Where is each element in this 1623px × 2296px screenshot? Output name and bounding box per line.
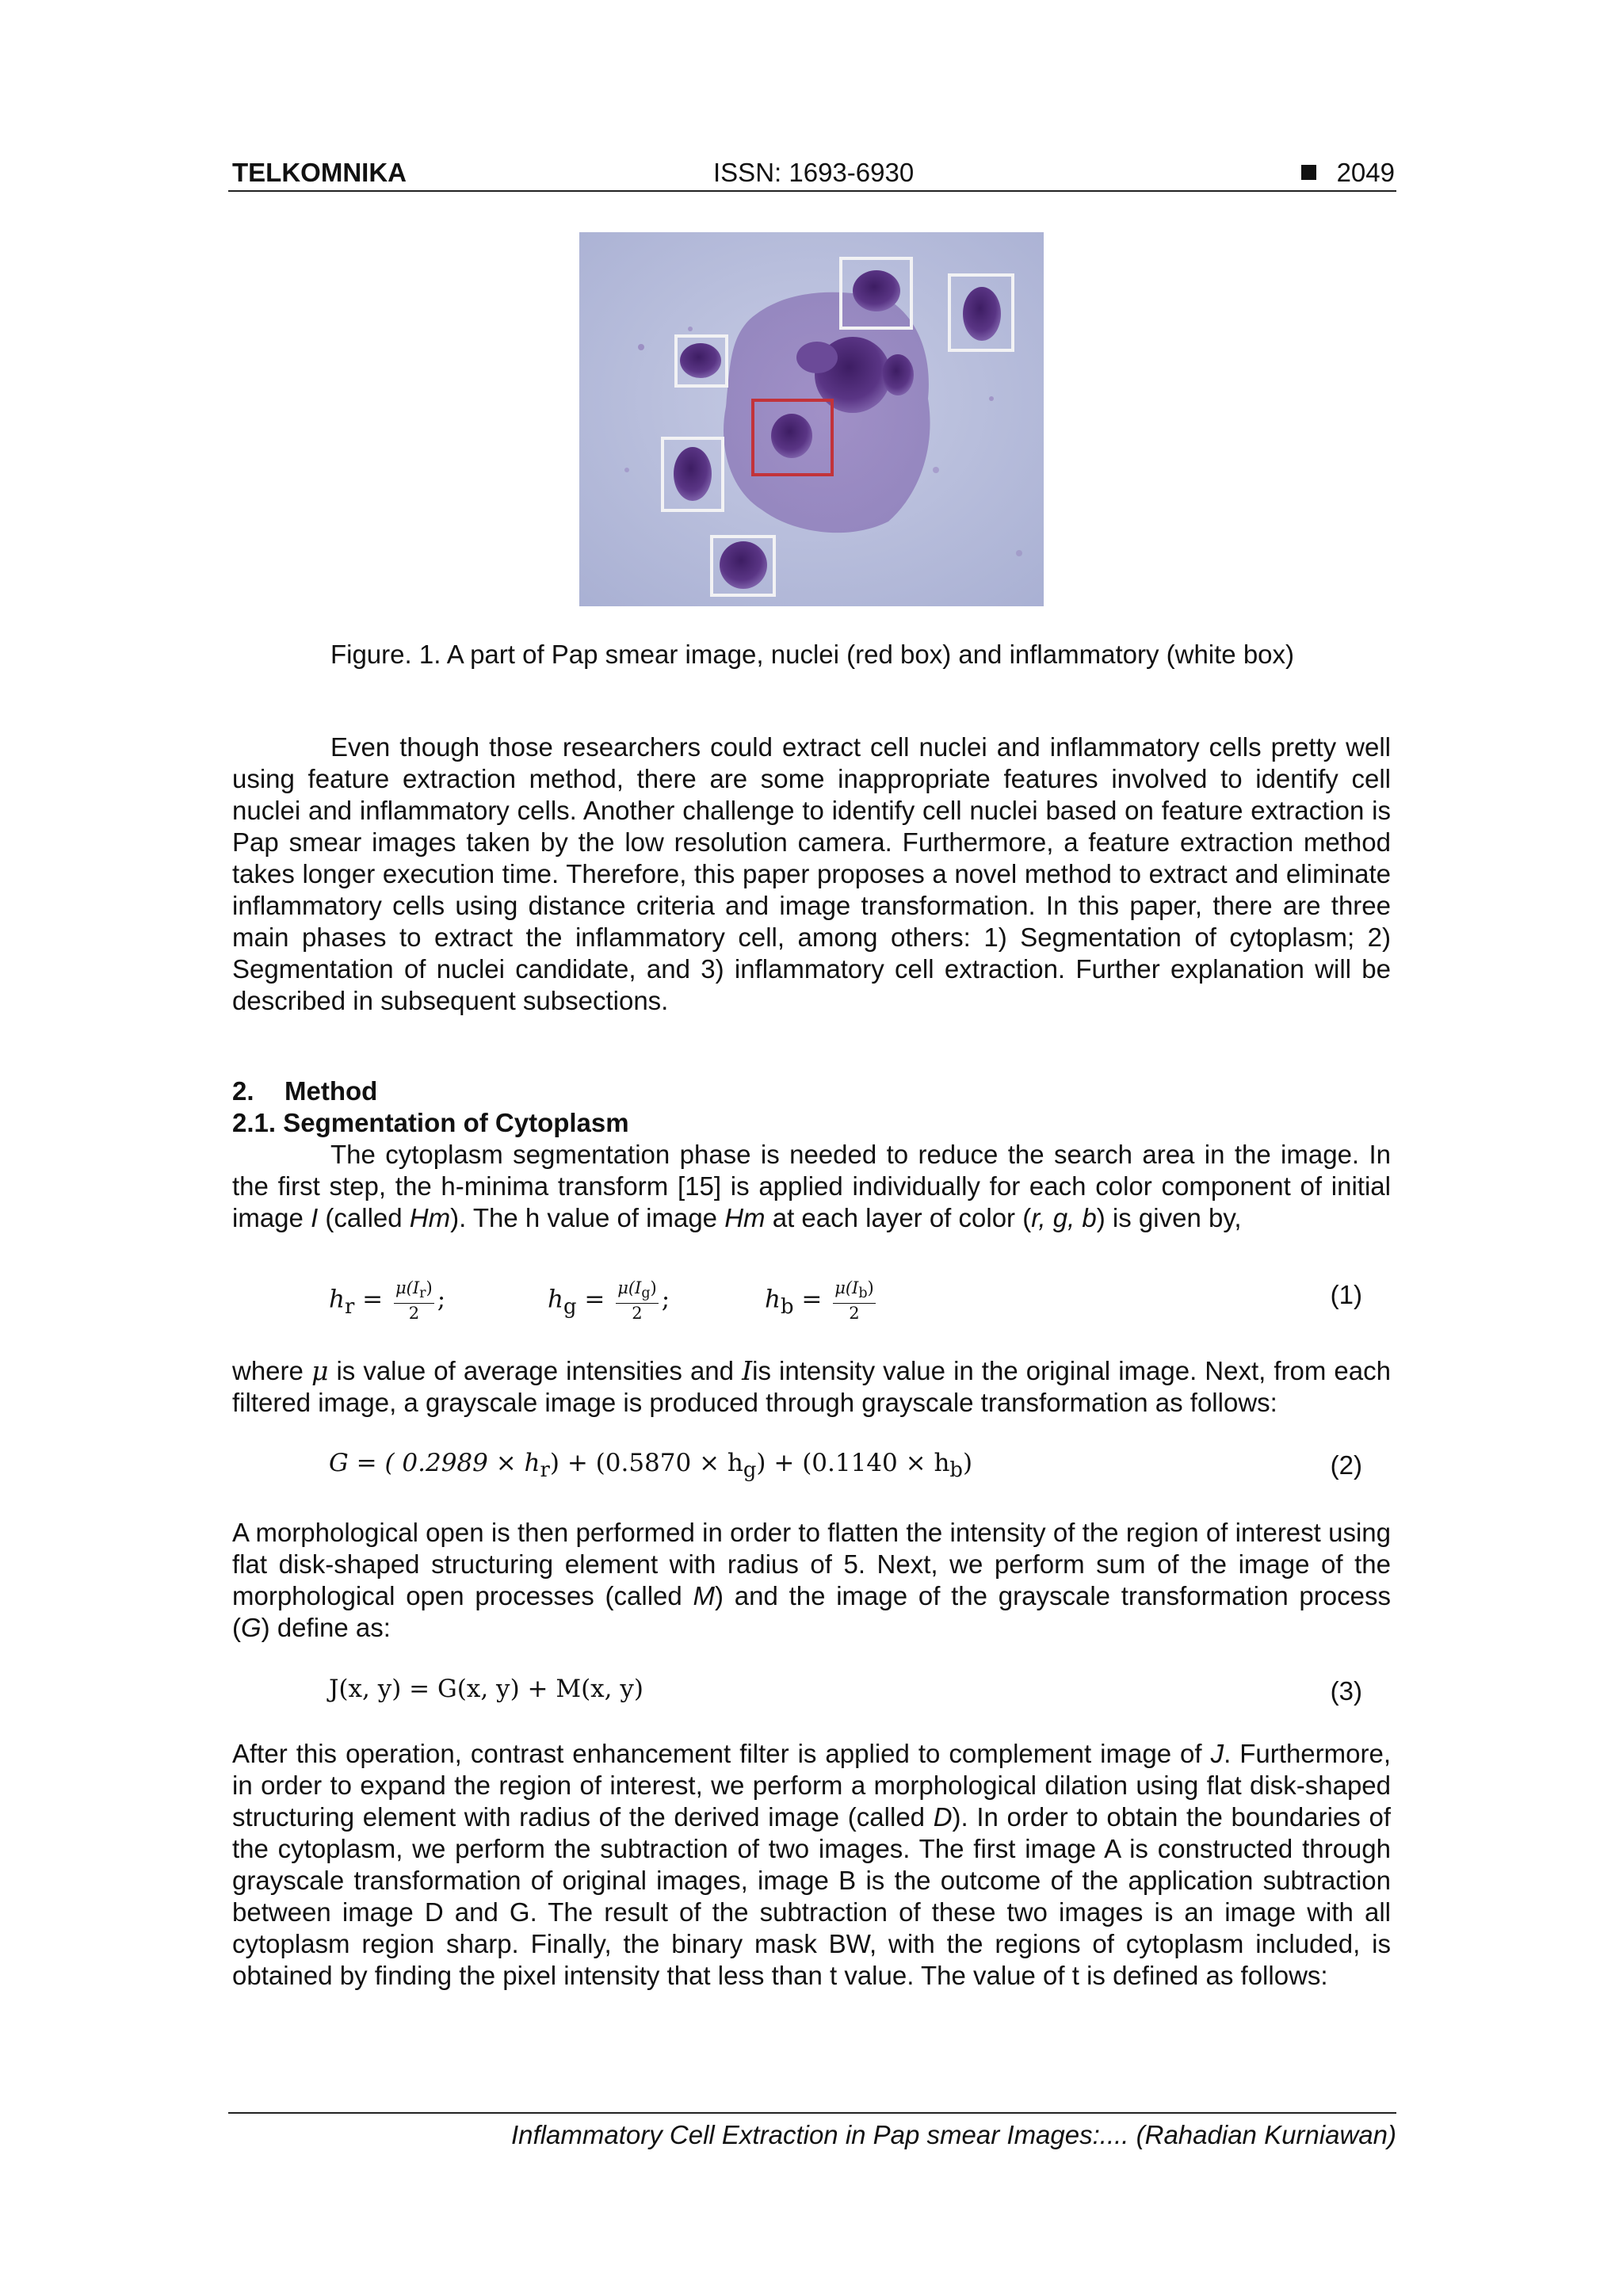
paragraph-contrast-enhancement: After this operation, contrast enhancement filter is applied to complement image of J. Furthermore, in order to expand the region of interest, we perform a morphological dilation using flat disk-shaped structuring element with radius of the derived image (called D). In order to obtain the boundaries of the cytoplasm, we perform the subtraction of two images. The first image A is constructed through grayscale transformation of original images, image B is the outcome of the application subtraction between image D and G. The result of the subtraction of these two images is an image with all cytoplasm region sharp. Finally, the binary mask BW, with the regions of cytoplasm included, is obtained by finding the pixel intensity that less than t value. The value of t is defined as follows: [232,1739,1391,1990]
page-number: 2049 [1336,158,1395,187]
equation-number: (3) [1330,1676,1362,1706]
section-heading [232,1075,377,1107]
subsection-heading [232,1107,629,1139]
figure-pap-smear-image [579,232,1044,606]
eq1-hg: $h_g$ = $\frac{\mu(I_g)}{2}$ ; [548,1278,670,1324]
subsection-number: 2.1. [232,1108,277,1137]
paragraph-grayscale: where μ is value of average intensities and Iis intensity value in the original image. Next, from each filtered image, a grayscale image is produced through grayscale transformation as follows: [232,1355,1391,1417]
eq1-hr: $h_r$ = $\frac{\mu(I_r)}{2}$ ; [329,1278,446,1324]
paragraph-morphological-open: A morphological open is then performed in order to flatten the intensity of the region of interest using flat disk-shaped structuring element with radius of 5. Next, we perform sum of the image of the morphological open processes (called M) and the image of the grayscale transformation process (G) define as: [232,1518,1391,1642]
equation-3 [232,1668,1391,1716]
page-number-block [1296,157,1395,189]
equation-number: (2) [1330,1450,1362,1480]
section-number: 2. [232,1076,254,1106]
subsection-title: Segmentation of Cytoplasm [283,1108,629,1137]
running-footer: Inflammatory Cell Extraction in Pap smear Images:.... (Rahadian Kurniawan) [511,2120,1396,2149]
square-bullet-icon [1301,165,1316,180]
eq2-expression: G = ( $0.2989 \times h_r) + (0.5870 \times h_g) + (0.1140 \times h_b)$ [329,1449,973,1483]
paragraph-h-minima: The cytoplasm segmentation phase is needed to reduce the search area in the image. In the first step, the h-minima transform [15] is applied individually for each color component of initial image I (called Hm). The h value of image Hm at each layer of color (r, g, b) is given by, [232,1140,1391,1232]
eq1-hb: $h_b$ = $\frac{\mu(I_b)}{2}$ [765,1278,874,1324]
issn: ISSN: 1693-6930 [713,158,915,187]
equation-number: (1) [1330,1280,1362,1309]
figure-caption: Figure. 1. A part of Pap smear image, nuclei (red box) and inflammatory (white box) [330,640,1295,669]
equation-1 [232,1272,1391,1324]
section-title: Method [285,1076,378,1106]
footer-rule [228,2112,1396,2114]
journal-name: TELKOMNIKA [232,158,407,187]
header-rule [228,190,1396,192]
intro-paragraph: Even though those researchers could extract cell nuclei and inflammatory cells pretty well using feature extraction method, there are some inappropriate features involved to identify cell nuclei and inflammatory cells. Another challenge to identify cell nuclei based on feature extraction is Pap smear images taken by the low resolution camera. Furthermore, a feature extraction method takes longer execution time. Therefore, this paper proposes a novel method to extract and eliminate inflammatory cells using distance criteria and image transformation. In this paper, there are three main phases to extract the inflammatory cell, among others: 1) Segmentation of cytoplasm; 2) Segmentation of nuclei candidate, and 3) inflammatory cell extraction. Further explanation will be described in subsequent subsections. [232,732,1391,1015]
eq3-expression: J(x, y) = G(x, y) + M(x, y) [329,1675,643,1703]
equation-2 [232,1442,1391,1490]
